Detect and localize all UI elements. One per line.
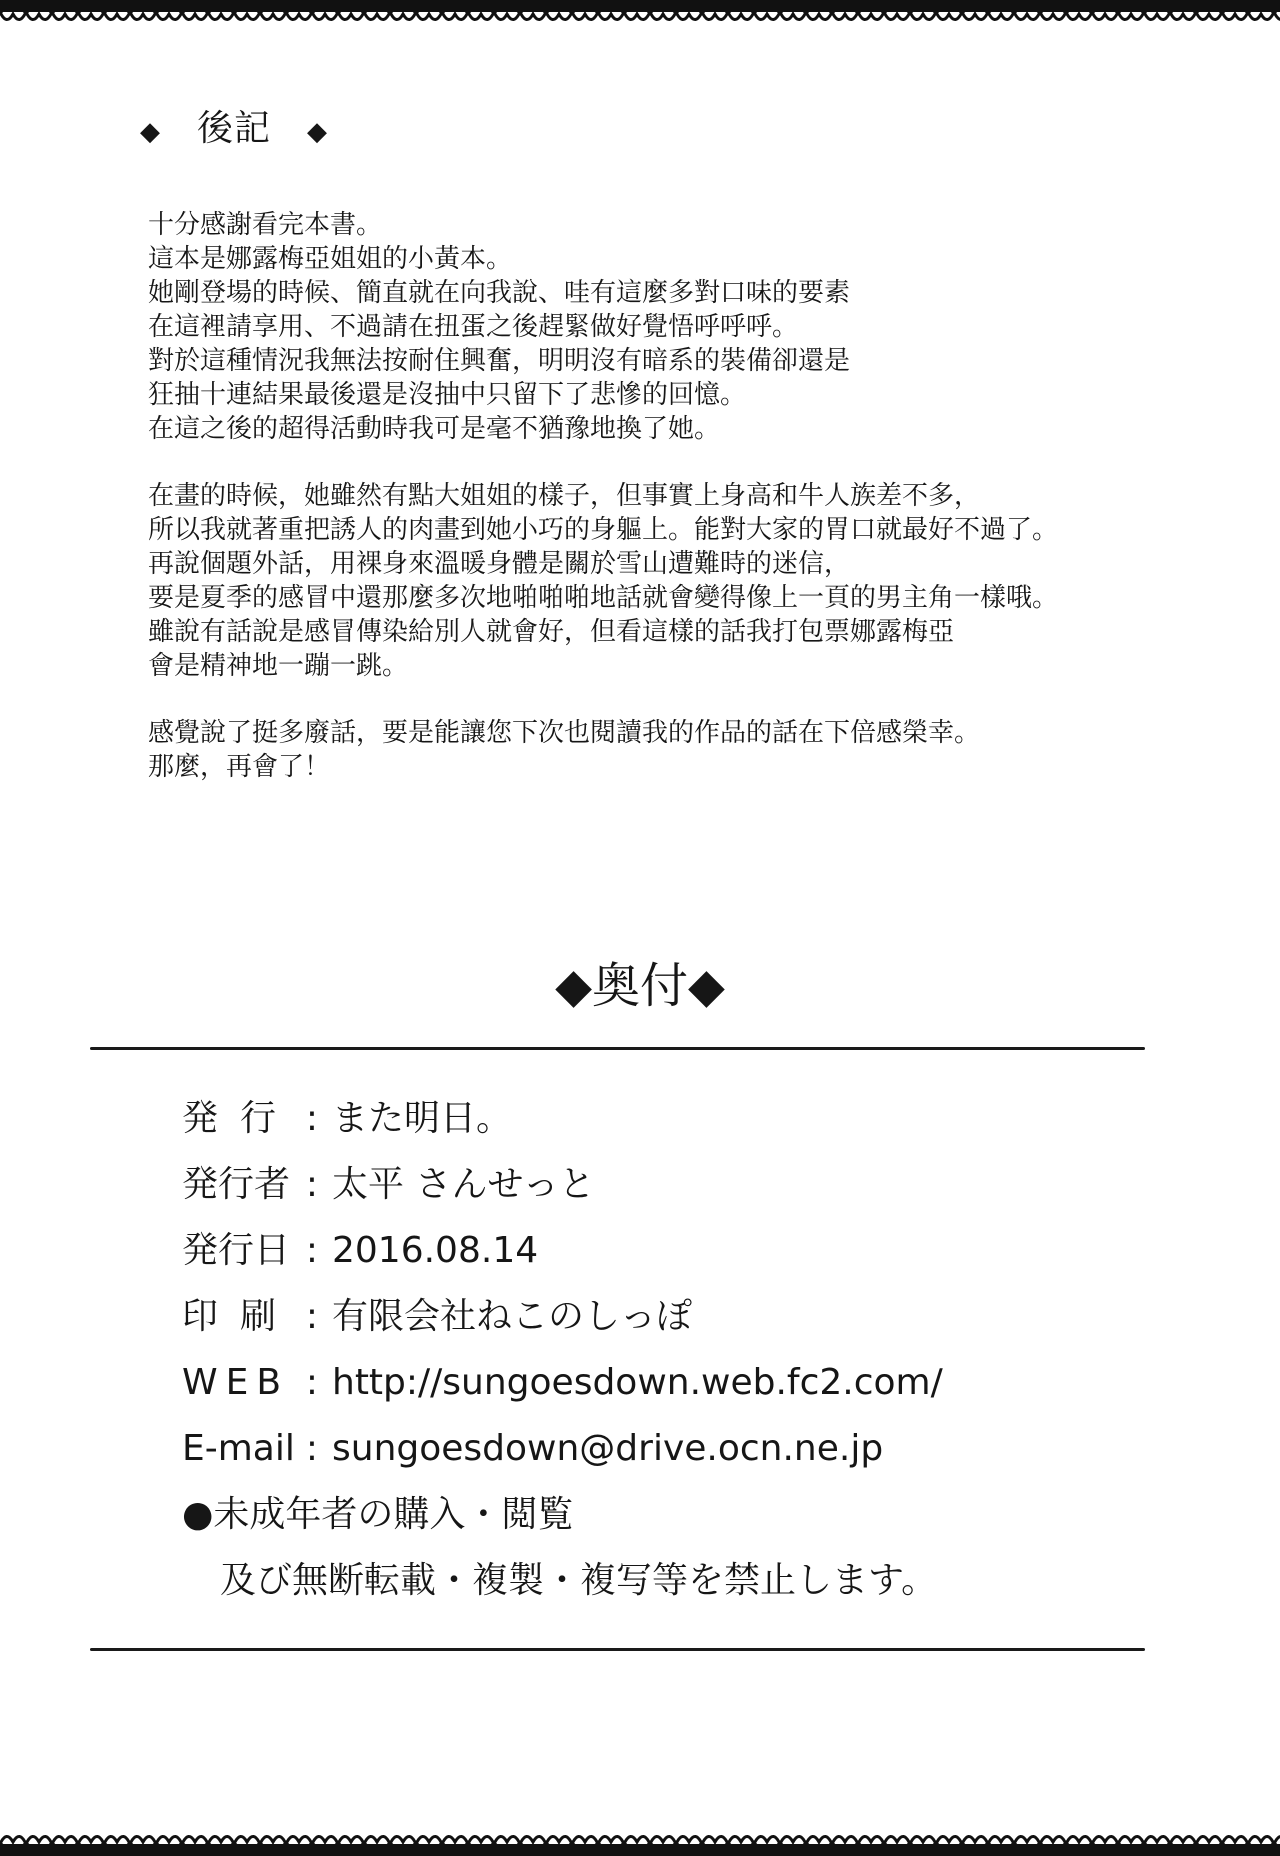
colophon-separator: : [305,1428,319,1469]
colophon-top-rule [90,1047,1145,1050]
afterword-line: 她剛登場的時候、簡直就在向我說、哇有這麼多對口味的要素 [148,278,851,308]
colophon-row-publisher-circle [182,1086,943,1152]
afterword-paragraph-2 [148,479,1188,683]
afterword-body [148,208,1188,817]
diamond-icon: ◆ [140,117,161,147]
afterword-paragraph-1 [148,208,1188,446]
colophon-row-email [182,1416,943,1482]
colophon-web-url: http://sungoesdown.web.fc2.com/ [332,1362,943,1403]
afterword-line: 十分感謝看完本書。 [148,210,383,240]
colophon-notice [182,1482,943,1614]
afterword-line: 在這之後的超得活動時我可是毫不猶豫地換了她。 [148,414,721,444]
colophon-separator: : [305,1098,319,1139]
colophon-bottom-rule [90,1648,1145,1651]
afterword-line: 會是精神地一蹦一跳。 [148,651,409,681]
colophon-label: E-mail [182,1428,295,1469]
afterword-line: 狂抽十連結果最後還是沒抽中只留下了悲慘的回憶。 [148,380,747,410]
colophon-row-web [182,1350,943,1416]
colophon-title: ◆奥付◆ [555,958,725,1014]
colophon-separator: : [305,1362,319,1403]
colophon-label: 印刷 [182,1296,299,1337]
afterword-line: 要是夏季的感冒中還那麼多次地啪啪啪地話就會變得像上一頁的男主角一樣哦。 [148,583,1059,613]
afterword-line: 所以我就著重把誘人的肉畫到她小巧的身軀上。能對大家的胃口就最好不過了。 [148,515,1059,545]
afterword-line: 再說個題外話，用裸身來溫暖身體是關於雪山遭難時的迷信， [148,549,851,579]
afterword-title: 後記 [197,108,272,149]
notice-line-2: 及び無断転載・複製・複写等を禁止します。 [220,1560,938,1601]
notice-line-1: ●未成年者の購入・閲覧 [182,1494,574,1535]
colophon-separator: : [305,1164,319,1205]
colophon-details [182,1086,943,1614]
colophon-row-printer [182,1284,943,1350]
colophon-separator: : [305,1230,319,1271]
colophon-label: 発行 [182,1098,299,1139]
afterword-line: 在畫的時候，她雖然有點大姐姐的樣子，但事實上身高和牛人族差不多， [148,481,981,511]
afterword-paragraph-3 [148,716,1188,784]
colophon-label: WEB [182,1362,290,1403]
top-decorative-border [0,0,1280,40]
afterword-heading [140,102,328,159]
colophon-label: 発行者 [182,1164,291,1205]
colophon-row-publisher [182,1152,943,1218]
afterword-line: 那麼，再會了！ [148,752,331,782]
colophon-label: 発行日 [182,1230,291,1271]
colophon-value: 太平 さんせっと [332,1164,595,1205]
colophon-row-date [182,1218,943,1284]
bottom-decorative-border [0,1816,1280,1856]
afterword-line: 這本是娜露梅亞姐姐的小黃本。 [148,244,513,274]
afterword-line: 雖說有話說是感冒傳染給別人就會好，但看這樣的話我打包票娜露梅亞 [148,617,955,647]
colophon-email: sungoesdown@drive.ocn.ne.jp [332,1428,884,1469]
colophon-value: また明日。 [332,1098,513,1139]
afterword-line: 對於這種情況我無法按耐住興奮，明明沒有暗系的裝備卻還是 [148,346,851,376]
colophon-separator: : [305,1296,319,1337]
afterword-line: 感覺說了挺多廢話，要是能讓您下次也閱讀我的作品的話在下倍感榮幸。 [148,718,981,748]
colophon-value: 2016.08.14 [332,1230,539,1271]
diamond-icon: ◆ [307,117,329,147]
afterword-line: 在這裡請享用、不過請在扭蛋之後趕緊做好覺悟呼呼呼。 [148,312,799,342]
colophon-value: 有限会社ねこのしっぽ [332,1296,693,1337]
